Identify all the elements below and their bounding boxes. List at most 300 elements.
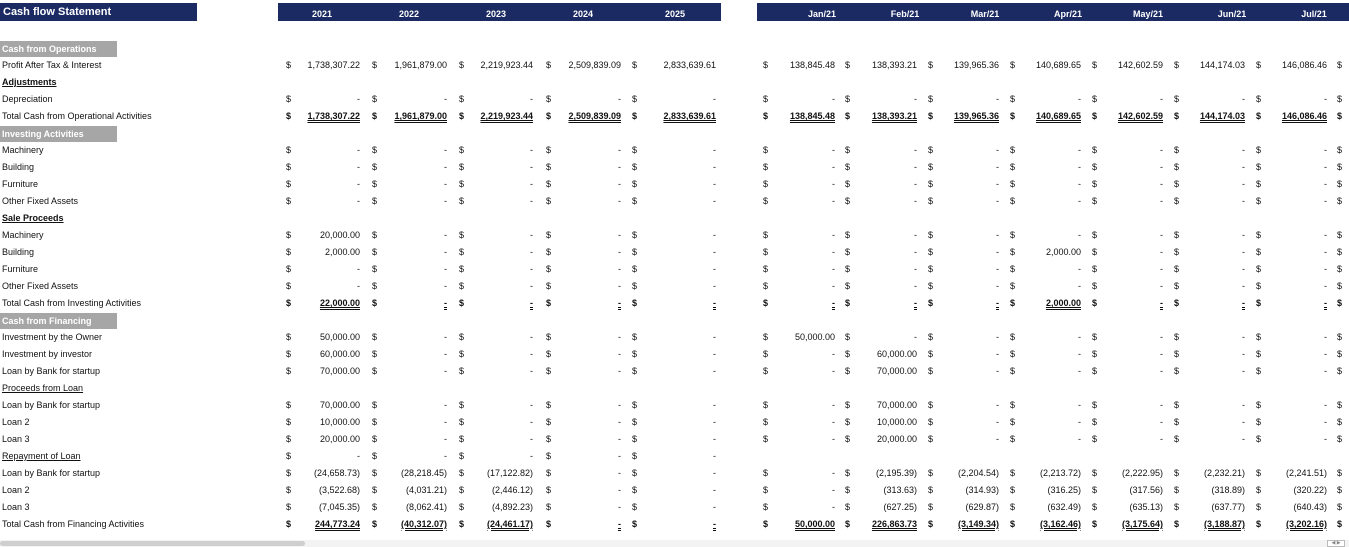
year-value-cell[interactable]: 22,000.00 (319, 298, 360, 308)
year-value-cell[interactable]: - (357, 162, 360, 172)
month-value-cell[interactable]: - (996, 230, 999, 240)
month-value-cell[interactable]: (320.22) (1293, 485, 1327, 495)
month-value-cell[interactable]: - (832, 417, 835, 427)
year-value-cell[interactable]: (2,446.12) (491, 485, 533, 495)
year-value-cell[interactable]: - (444, 230, 447, 240)
year-value-cell[interactable]: - (530, 230, 533, 240)
year-value-cell[interactable]: 2,219,923.44 (480, 60, 533, 70)
year-value-cell[interactable]: - (713, 162, 716, 172)
month-value-cell[interactable]: (2,222.95) (1121, 468, 1163, 478)
row-label[interactable]: Total Cash from Financing Activities (2, 519, 145, 529)
month-value-cell[interactable]: - (914, 332, 917, 342)
month-value-cell[interactable]: - (1242, 417, 1245, 427)
year-value-cell[interactable]: - (713, 94, 716, 104)
month-value-cell[interactable]: - (1160, 230, 1163, 240)
month-value-cell[interactable]: - (1078, 400, 1081, 410)
section-label[interactable]: Cash from Financing (0, 313, 117, 329)
month-value-cell[interactable]: - (832, 485, 835, 495)
row-label[interactable]: Sale Proceeds (2, 213, 64, 223)
year-value-cell[interactable]: (4,031.21) (405, 485, 447, 495)
month-value-cell[interactable]: - (996, 247, 999, 257)
year-value-cell[interactable]: - (618, 179, 621, 189)
row-label[interactable]: Loan by Bank for startup (2, 400, 101, 410)
month-value-cell[interactable]: - (1078, 332, 1081, 342)
month-value-cell[interactable]: 138,845.48 (789, 60, 835, 70)
year-value-cell[interactable]: - (618, 451, 621, 461)
month-value-cell[interactable]: (318.89) (1211, 485, 1245, 495)
month-value-cell[interactable]: - (1242, 162, 1245, 172)
month-value-cell[interactable]: - (1160, 281, 1163, 291)
month-value-cell[interactable]: 138,845.48 (789, 111, 835, 121)
month-value-cell[interactable]: - (1078, 145, 1081, 155)
row-label[interactable]: Loan by Bank for startup (2, 366, 101, 376)
month-value-cell[interactable]: - (1078, 417, 1081, 427)
year-value-cell[interactable]: - (618, 485, 621, 495)
year-value-cell[interactable]: - (713, 230, 716, 240)
row-label[interactable]: Profit After Tax & Interest (2, 60, 102, 70)
year-value-cell[interactable]: - (713, 400, 716, 410)
row-label[interactable]: Loan 2 (2, 485, 30, 495)
month-value-cell[interactable]: (314.93) (965, 485, 999, 495)
year-value-cell[interactable]: 10,000.00 (319, 417, 360, 427)
year-value-cell[interactable]: - (713, 298, 716, 308)
year-value-cell[interactable]: - (618, 230, 621, 240)
month-value-cell[interactable]: - (914, 196, 917, 206)
year-value-cell[interactable]: - (357, 264, 360, 274)
year-value-cell[interactable]: - (713, 417, 716, 427)
row-label[interactable]: Furniture (2, 179, 39, 189)
month-value-cell[interactable]: - (1160, 349, 1163, 359)
year-value-cell[interactable]: - (713, 332, 716, 342)
row-label[interactable]: Other Fixed Assets (2, 196, 79, 206)
month-value-cell[interactable]: - (1324, 230, 1327, 240)
year-value-cell[interactable]: - (530, 434, 533, 444)
month-value-cell[interactable]: - (1324, 179, 1327, 189)
month-value-cell[interactable]: - (1242, 230, 1245, 240)
month-value-cell[interactable]: - (914, 162, 917, 172)
year-value-cell[interactable]: - (713, 519, 716, 529)
month-value-cell[interactable]: - (832, 196, 835, 206)
month-value-cell[interactable]: - (996, 281, 999, 291)
month-value-cell[interactable]: (640.43) (1293, 502, 1327, 512)
month-value-cell[interactable]: 144,174.03 (1199, 60, 1245, 70)
month-value-cell[interactable]: 139,965.36 (953, 60, 999, 70)
month-value-cell[interactable]: (3,175.64) (1121, 519, 1163, 529)
month-value-cell[interactable]: - (1242, 298, 1245, 308)
row-label[interactable]: Furniture (2, 264, 39, 274)
month-value-cell[interactable]: 60,000.00 (876, 349, 917, 359)
month-value-cell[interactable]: - (832, 349, 835, 359)
year-value-cell[interactable]: - (618, 94, 621, 104)
month-value-cell[interactable]: - (996, 196, 999, 206)
month-value-cell[interactable]: - (1324, 247, 1327, 257)
month-value-cell[interactable]: - (996, 417, 999, 427)
month-value-cell[interactable]: - (1242, 196, 1245, 206)
year-value-cell[interactable]: (24,461.17) (486, 519, 533, 529)
month-value-cell[interactable]: - (1242, 366, 1245, 376)
month-value-cell[interactable]: - (914, 264, 917, 274)
year-value-cell[interactable]: - (357, 94, 360, 104)
row-label[interactable]: Repayment of Loan (2, 451, 81, 461)
month-value-cell[interactable]: (3,188.87) (1203, 519, 1245, 529)
month-value-cell[interactable]: - (914, 298, 917, 308)
month-value-cell[interactable]: - (1078, 230, 1081, 240)
month-value-cell[interactable]: 142,602.59 (1117, 60, 1163, 70)
month-value-cell[interactable]: - (1160, 162, 1163, 172)
month-value-cell[interactable]: (2,213.72) (1039, 468, 1081, 478)
month-value-cell[interactable]: - (1078, 349, 1081, 359)
month-value-cell[interactable]: (3,202.16) (1285, 519, 1327, 529)
year-value-cell[interactable]: - (357, 451, 360, 461)
row-label[interactable]: Building (2, 247, 35, 257)
year-value-cell[interactable]: - (444, 179, 447, 189)
month-value-cell[interactable]: - (1324, 417, 1327, 427)
year-value-cell[interactable]: 1,738,307.22 (307, 60, 360, 70)
month-value-cell[interactable]: - (1078, 281, 1081, 291)
month-value-cell[interactable]: - (1324, 366, 1327, 376)
year-value-cell[interactable]: - (713, 502, 716, 512)
month-value-cell[interactable]: - (996, 349, 999, 359)
month-value-cell[interactable]: - (1078, 196, 1081, 206)
month-value-cell[interactable]: - (1160, 145, 1163, 155)
year-value-cell[interactable]: - (530, 94, 533, 104)
month-value-cell[interactable]: - (1242, 264, 1245, 274)
year-value-cell[interactable]: - (530, 162, 533, 172)
month-value-cell[interactable]: - (1078, 264, 1081, 274)
month-value-cell[interactable]: - (1160, 247, 1163, 257)
month-value-cell[interactable]: (632.49) (1047, 502, 1081, 512)
month-value-cell[interactable]: - (832, 366, 835, 376)
month-value-cell[interactable]: - (1078, 162, 1081, 172)
year-value-cell[interactable]: - (444, 162, 447, 172)
month-value-cell[interactable]: 226,863.73 (871, 519, 917, 529)
row-label[interactable]: Total Cash from Operational Activities (2, 111, 152, 121)
month-value-cell[interactable]: 2,000.00 (1045, 298, 1081, 308)
year-value-cell[interactable]: 1,738,307.22 (307, 111, 360, 121)
month-value-cell[interactable]: - (1242, 400, 1245, 410)
year-value-cell[interactable]: - (618, 298, 621, 308)
month-value-cell[interactable]: - (832, 468, 835, 478)
year-value-cell[interactable]: - (713, 264, 716, 274)
month-value-cell[interactable]: - (914, 281, 917, 291)
month-value-cell[interactable]: - (832, 298, 835, 308)
month-value-cell[interactable]: 20,000.00 (876, 434, 917, 444)
year-value-cell[interactable]: 2,219,923.44 (480, 111, 533, 121)
month-value-cell[interactable]: - (1324, 264, 1327, 274)
year-value-cell[interactable]: (7,045.35) (318, 502, 360, 512)
month-value-cell[interactable]: - (996, 434, 999, 444)
section-label[interactable]: Investing Activities (0, 126, 117, 142)
month-value-cell[interactable]: 146,086.46 (1281, 60, 1327, 70)
month-value-cell[interactable]: (3,149.34) (957, 519, 999, 529)
year-value-cell[interactable]: - (444, 247, 447, 257)
year-value-cell[interactable]: - (357, 179, 360, 189)
month-value-cell[interactable]: - (832, 247, 835, 257)
year-value-cell[interactable]: - (713, 451, 716, 461)
month-value-cell[interactable]: - (1324, 281, 1327, 291)
month-value-cell[interactable]: - (914, 179, 917, 189)
year-value-cell[interactable]: 2,509,839.09 (568, 111, 621, 121)
month-value-cell[interactable]: 10,000.00 (876, 417, 917, 427)
year-value-cell[interactable]: - (618, 264, 621, 274)
month-value-cell[interactable]: 70,000.00 (876, 400, 917, 410)
row-label[interactable]: Machinery (2, 145, 44, 155)
month-value-cell[interactable]: - (1324, 434, 1327, 444)
year-value-cell[interactable]: - (444, 434, 447, 444)
month-value-cell[interactable]: - (1324, 94, 1327, 104)
month-value-cell[interactable]: - (1160, 332, 1163, 342)
month-value-cell[interactable]: - (1324, 162, 1327, 172)
year-value-cell[interactable]: 2,000.00 (324, 247, 360, 257)
row-label[interactable]: Investment by the Owner (2, 332, 103, 342)
row-label[interactable]: Depreciation (2, 94, 53, 104)
year-value-cell[interactable]: - (618, 434, 621, 444)
month-value-cell[interactable]: 50,000.00 (794, 332, 835, 342)
year-value-cell[interactable]: - (618, 332, 621, 342)
month-value-cell[interactable]: - (1160, 400, 1163, 410)
horizontal-scrollbar[interactable] (0, 540, 1349, 547)
month-value-cell[interactable]: - (1160, 94, 1163, 104)
year-value-cell[interactable]: - (357, 196, 360, 206)
year-value-cell[interactable]: 2,509,839.09 (568, 60, 621, 70)
year-value-cell[interactable]: - (444, 264, 447, 274)
year-value-cell[interactable]: - (713, 281, 716, 291)
month-value-cell[interactable]: (635.13) (1129, 502, 1163, 512)
month-value-cell[interactable]: - (914, 145, 917, 155)
month-value-cell[interactable]: - (996, 179, 999, 189)
year-value-cell[interactable]: - (530, 366, 533, 376)
month-value-cell[interactable]: (629.87) (965, 502, 999, 512)
month-value-cell[interactable]: - (832, 281, 835, 291)
month-value-cell[interactable]: - (832, 502, 835, 512)
row-label[interactable]: Loan 3 (2, 434, 30, 444)
year-value-cell[interactable]: - (713, 145, 716, 155)
year-value-cell[interactable]: - (444, 451, 447, 461)
year-value-cell[interactable]: - (713, 366, 716, 376)
year-value-cell[interactable]: - (530, 451, 533, 461)
month-value-cell[interactable]: 138,393.21 (871, 111, 917, 121)
month-value-cell[interactable]: - (914, 247, 917, 257)
month-value-cell[interactable]: - (1324, 145, 1327, 155)
month-value-cell[interactable]: 50,000.00 (794, 519, 835, 529)
year-value-cell[interactable]: 60,000.00 (319, 349, 360, 359)
year-value-cell[interactable]: (40,312.07) (400, 519, 447, 529)
year-value-cell[interactable]: - (713, 179, 716, 189)
year-value-cell[interactable]: (28,218.45) (400, 468, 447, 478)
year-value-cell[interactable]: - (618, 519, 621, 529)
year-value-cell[interactable]: - (530, 400, 533, 410)
month-value-cell[interactable]: 140,689.65 (1035, 111, 1081, 121)
month-value-cell[interactable]: - (1242, 179, 1245, 189)
year-value-cell[interactable]: 1,961,879.00 (394, 111, 447, 121)
month-value-cell[interactable]: (637.77) (1211, 502, 1245, 512)
row-label[interactable]: Loan 3 (2, 502, 30, 512)
month-value-cell[interactable]: - (1324, 298, 1327, 308)
month-value-cell[interactable]: (627.25) (883, 502, 917, 512)
month-value-cell[interactable]: (2,232.21) (1203, 468, 1245, 478)
row-label[interactable]: Proceeds from Loan (2, 383, 84, 393)
year-value-cell[interactable]: - (618, 349, 621, 359)
year-value-cell[interactable]: - (713, 434, 716, 444)
month-value-cell[interactable]: - (996, 145, 999, 155)
month-value-cell[interactable]: - (1160, 264, 1163, 274)
year-value-cell[interactable]: - (618, 196, 621, 206)
scrollbar-thumb[interactable] (0, 541, 305, 546)
month-value-cell[interactable]: - (1242, 349, 1245, 359)
year-value-cell[interactable]: 70,000.00 (319, 400, 360, 410)
month-value-cell[interactable]: - (914, 94, 917, 104)
year-value-cell[interactable]: - (530, 417, 533, 427)
year-value-cell[interactable]: 20,000.00 (319, 434, 360, 444)
year-value-cell[interactable]: - (618, 400, 621, 410)
month-value-cell[interactable]: - (996, 400, 999, 410)
month-value-cell[interactable]: - (996, 264, 999, 274)
row-label[interactable]: Building (2, 162, 35, 172)
year-value-cell[interactable]: - (444, 196, 447, 206)
year-value-cell[interactable]: - (530, 247, 533, 257)
month-value-cell[interactable]: - (914, 230, 917, 240)
month-value-cell[interactable]: - (1324, 349, 1327, 359)
month-value-cell[interactable]: - (1242, 94, 1245, 104)
year-value-cell[interactable]: - (444, 94, 447, 104)
month-value-cell[interactable]: - (1078, 366, 1081, 376)
year-value-cell[interactable]: - (618, 145, 621, 155)
row-label[interactable]: Loan by Bank for startup (2, 468, 101, 478)
month-value-cell[interactable]: - (1078, 179, 1081, 189)
year-value-cell[interactable]: - (618, 502, 621, 512)
month-value-cell[interactable]: - (996, 366, 999, 376)
month-value-cell[interactable]: - (1078, 94, 1081, 104)
month-value-cell[interactable]: - (1242, 332, 1245, 342)
row-label[interactable]: Loan 2 (2, 417, 30, 427)
month-value-cell[interactable]: - (832, 162, 835, 172)
year-value-cell[interactable]: - (618, 366, 621, 376)
month-value-cell[interactable]: - (1324, 400, 1327, 410)
year-value-cell[interactable]: - (444, 400, 447, 410)
year-value-cell[interactable]: - (530, 281, 533, 291)
year-value-cell[interactable]: 50,000.00 (319, 332, 360, 342)
year-value-cell[interactable]: 70,000.00 (319, 366, 360, 376)
month-value-cell[interactable]: 139,965.36 (953, 111, 999, 121)
month-value-cell[interactable]: - (1160, 434, 1163, 444)
month-value-cell[interactable]: - (996, 94, 999, 104)
month-value-cell[interactable]: - (1160, 298, 1163, 308)
year-value-cell[interactable]: - (713, 349, 716, 359)
year-value-cell[interactable]: - (713, 196, 716, 206)
year-value-cell[interactable]: 1,961,879.00 (394, 60, 447, 70)
row-label[interactable]: Adjustments (2, 77, 57, 87)
month-value-cell[interactable]: (2,195.39) (875, 468, 917, 478)
month-value-cell[interactable]: - (832, 264, 835, 274)
month-value-cell[interactable]: (317.56) (1129, 485, 1163, 495)
month-value-cell[interactable]: - (1160, 179, 1163, 189)
month-value-cell[interactable]: - (1242, 247, 1245, 257)
year-value-cell[interactable]: 244,773.24 (314, 519, 360, 529)
month-value-cell[interactable]: - (1160, 366, 1163, 376)
year-value-cell[interactable]: (3,522.68) (318, 485, 360, 495)
month-value-cell[interactable]: (316.25) (1047, 485, 1081, 495)
year-value-cell[interactable]: - (444, 349, 447, 359)
month-value-cell[interactable]: - (1078, 434, 1081, 444)
month-value-cell[interactable]: 146,086.46 (1281, 111, 1327, 121)
year-value-cell[interactable]: - (530, 349, 533, 359)
month-value-cell[interactable]: - (996, 162, 999, 172)
row-label[interactable]: Total Cash from Investing Activities (2, 298, 142, 308)
year-value-cell[interactable]: (17,122.82) (486, 468, 533, 478)
row-label[interactable]: Machinery (2, 230, 44, 240)
month-value-cell[interactable]: - (832, 94, 835, 104)
month-value-cell[interactable]: - (1324, 196, 1327, 206)
month-value-cell[interactable]: - (1242, 434, 1245, 444)
month-value-cell[interactable]: - (832, 145, 835, 155)
year-value-cell[interactable]: - (713, 468, 716, 478)
row-label[interactable]: Investment by investor (2, 349, 93, 359)
month-value-cell[interactable]: - (1324, 332, 1327, 342)
month-value-cell[interactable]: - (832, 230, 835, 240)
month-value-cell[interactable]: 140,689.65 (1035, 60, 1081, 70)
year-value-cell[interactable]: - (713, 247, 716, 257)
month-value-cell[interactable]: 142,602.59 (1117, 111, 1163, 121)
month-value-cell[interactable]: (3,162.46) (1039, 519, 1081, 529)
year-value-cell[interactable]: - (444, 417, 447, 427)
year-value-cell[interactable]: - (444, 145, 447, 155)
year-value-cell[interactable]: - (618, 162, 621, 172)
month-value-cell[interactable]: (2,241.51) (1285, 468, 1327, 478)
year-value-cell[interactable]: - (530, 179, 533, 189)
scroll-arrows-icon[interactable]: ◀ ▶ (1327, 540, 1345, 547)
year-value-cell[interactable]: - (530, 298, 533, 308)
month-value-cell[interactable]: - (832, 400, 835, 410)
section-label[interactable]: Cash from Operations (0, 41, 117, 57)
year-value-cell[interactable]: - (618, 417, 621, 427)
year-value-cell[interactable]: - (444, 298, 447, 308)
month-value-cell[interactable]: - (832, 179, 835, 189)
year-value-cell[interactable]: - (713, 485, 716, 495)
year-value-cell[interactable]: - (530, 145, 533, 155)
month-value-cell[interactable]: - (1242, 145, 1245, 155)
year-value-cell[interactable]: - (444, 366, 447, 376)
month-value-cell[interactable]: - (1160, 196, 1163, 206)
year-value-cell[interactable]: (4,892.23) (491, 502, 533, 512)
year-value-cell[interactable]: 2,833,639.61 (663, 60, 716, 70)
year-value-cell[interactable]: (8,062.41) (405, 502, 447, 512)
year-value-cell[interactable]: (24,658.73) (313, 468, 360, 478)
year-value-cell[interactable]: - (618, 468, 621, 478)
year-value-cell[interactable]: - (444, 332, 447, 342)
month-value-cell[interactable]: - (1242, 281, 1245, 291)
month-value-cell[interactable]: (2,204.54) (957, 468, 999, 478)
year-value-cell[interactable]: 20,000.00 (319, 230, 360, 240)
year-value-cell[interactable]: - (530, 264, 533, 274)
month-value-cell[interactable]: - (832, 434, 835, 444)
month-value-cell[interactable]: 144,174.03 (1199, 111, 1245, 121)
month-value-cell[interactable]: 70,000.00 (876, 366, 917, 376)
year-value-cell[interactable]: 2,833,639.61 (663, 111, 716, 121)
month-value-cell[interactable]: - (996, 298, 999, 308)
month-value-cell[interactable]: - (1160, 417, 1163, 427)
year-value-cell[interactable]: - (618, 281, 621, 291)
month-value-cell[interactable]: 138,393.21 (871, 60, 917, 70)
row-label[interactable]: Other Fixed Assets (2, 281, 79, 291)
year-value-cell[interactable]: - (618, 247, 621, 257)
year-value-cell[interactable]: - (530, 196, 533, 206)
year-value-cell[interactable]: - (530, 332, 533, 342)
month-value-cell[interactable]: (313.63) (883, 485, 917, 495)
year-value-cell[interactable]: - (357, 281, 360, 291)
month-value-cell[interactable]: - (996, 332, 999, 342)
year-value-cell[interactable]: - (444, 281, 447, 291)
month-value-cell[interactable]: 2,000.00 (1045, 247, 1081, 257)
